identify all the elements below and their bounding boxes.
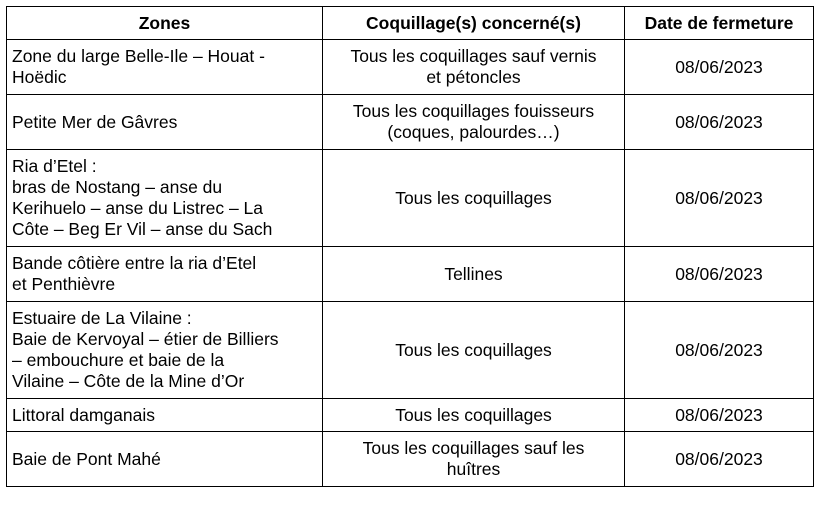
- header-closure-date: Date de fermeture: [625, 7, 814, 40]
- zone-line: Littoral damganais: [12, 404, 155, 425]
- zone-line: Kerihuelo – anse du Listrec – La: [12, 198, 263, 218]
- zone-cell: [7, 150, 323, 247]
- shellfish-line: Tous les coquillages: [395, 339, 552, 360]
- table-row: [7, 95, 814, 150]
- zone-line: Estuaire de La Vilaine :: [12, 308, 192, 328]
- closure-date-cell: 08/06/2023: [625, 95, 814, 150]
- table-row: [7, 40, 814, 95]
- shellfish-line: Tous les coquillages: [395, 404, 552, 425]
- zone-line: bras de Nostang – anse du: [12, 177, 223, 197]
- table-row: [7, 247, 814, 302]
- table-row: [7, 150, 814, 247]
- zone-cell: [7, 40, 323, 95]
- closures-table: [6, 6, 814, 487]
- shellfish-line: (coques, palourdes…): [387, 122, 560, 142]
- shellfish-cell: [323, 399, 625, 432]
- shellfish-cell: [323, 95, 625, 150]
- zone-line: Hoëdic: [12, 67, 67, 87]
- shellfish-cell: [323, 247, 625, 302]
- table-row: [7, 399, 814, 432]
- header-row: [7, 7, 814, 40]
- zone-cell: [7, 432, 323, 487]
- zone-cell: [7, 247, 323, 302]
- header-shellfish: Coquillage(s) concerné(s): [323, 7, 625, 40]
- closure-date-cell: 08/06/2023: [625, 302, 814, 399]
- shellfish-cell: [323, 40, 625, 95]
- zone-line: Vilaine – Côte de la Mine d’Or: [12, 371, 245, 391]
- closure-date-cell: 08/06/2023: [625, 150, 814, 247]
- shellfish-cell: [323, 302, 625, 399]
- zone-line: Baie de Kervoyal – étier de Billiers: [12, 329, 279, 349]
- zone-line: Côte – Beg Er Vil – anse du Sach: [12, 219, 273, 239]
- header-zones: Zones: [7, 7, 323, 40]
- shellfish-line: Tellines: [444, 263, 503, 284]
- zone-line: Zone du large Belle-Ile – Houat -: [12, 46, 265, 66]
- zone-cell: [7, 399, 323, 432]
- zone-line: et Penthièvre: [12, 274, 116, 294]
- closure-date-cell: 08/06/2023: [625, 399, 814, 432]
- zone-cell: [7, 95, 323, 150]
- zone-cell: [7, 302, 323, 399]
- closure-date-cell: 08/06/2023: [625, 247, 814, 302]
- shellfish-line: et pétoncles: [426, 67, 521, 87]
- zone-line: Ria d’Etel :: [12, 156, 97, 176]
- shellfish-line: huîtres: [446, 459, 501, 479]
- shellfish-line: Tous les coquillages fouisseurs: [352, 101, 595, 121]
- table-row: [7, 432, 814, 487]
- zone-line: – embouchure et baie de la: [12, 350, 225, 370]
- shellfish-cell: [323, 150, 625, 247]
- shellfish-cell: [323, 432, 625, 487]
- zone-line: Bande côtière entre la ria d’Etel: [12, 253, 257, 273]
- shellfish-line: Tous les coquillages: [395, 187, 552, 208]
- zone-line: Petite Mer de Gâvres: [12, 111, 178, 132]
- zone-line: Baie de Pont Mahé: [12, 448, 161, 469]
- closure-date-cell: 08/06/2023: [625, 40, 814, 95]
- shellfish-line: Tous les coquillages sauf vernis: [350, 46, 597, 66]
- shellfish-line: Tous les coquillages sauf les: [362, 438, 585, 458]
- table-row: [7, 302, 814, 399]
- closure-date-cell: 08/06/2023: [625, 432, 814, 487]
